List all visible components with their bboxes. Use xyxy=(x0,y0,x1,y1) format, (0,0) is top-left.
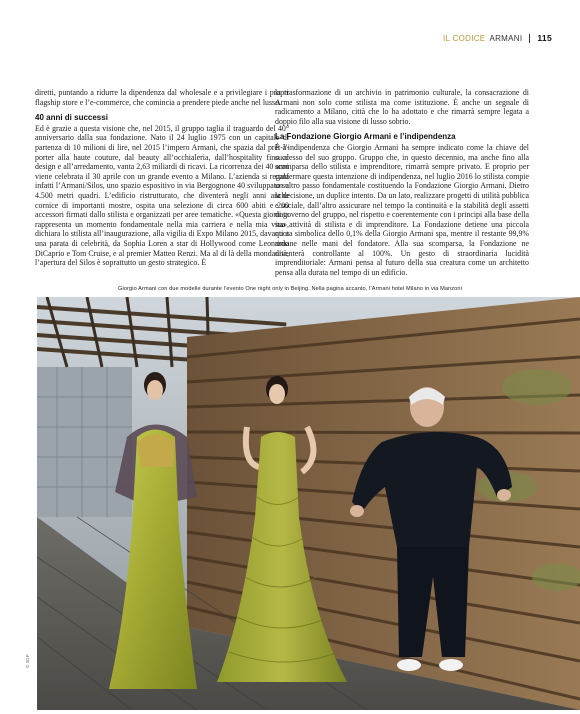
right-intro-paragraph: la trasformazione di un archivio in patrimonio culturale, la consacrazione di Armani non solo come stilista ma come istituzione. È anche un segnale di radicamento a Milano, città che lo ha adottato e che rimarrà sempre legata a doppio filo alla sua visione di lusso sobrio. xyxy=(275,88,529,126)
page-number: 115 xyxy=(537,33,552,43)
magazine-brand: ARMANI xyxy=(489,33,523,43)
photo-caption: Giorgio Armani con due modelle durante l’evento One night only in Beijing. Nella pagina accanto, l’Armani hotel Milano in via Manzoni xyxy=(118,286,462,292)
left-body-paragraph: Ed è grazie a questa visione che, nel 2015, il gruppo taglia il traguardo del 40° anniversario dalla sua fondazione. Nato il 24 luglio 1975 con un capitale di partenza di 10 milioni di lire, nel 2015 l’impero Armani, che spazia dal prêt-à-porter alla haute couture, dal beauty all’occhialeria, dall’hospitality fino al design e all’arredamento, vanta 2,63 miliardi di ricavi. La ricorrenza dei 40 anni viene celebrata il 30 aprile con un grande evento a Milano. L’azienda si regala infatti l’Armani/Silos, uno spazio espositivo in via Bergognone 40 sviluppato su 4.500 metri quadri. L’edificio ristrutturato, che diventerà negli anni anche cornice di importanti mostre, ospita una selezione di circa 600 abiti e 200 accessori firmati dallo stilista e organizzati per aree tematiche. «Questa giornata rappresenta un momento fondamentale nella mia carriera e nella mia vita», dichiara lo stilista all’inaugurazione, alla vigilia di Expo Milano 2015, davanti a una parata di celebrità, da Sophia Loren a star di Hollywood come Leonardo DiCaprio e Tom Cruise, e al premier Matteo Renzi. Ma al di là della mondanità, l’apertura del Silos è soprattutto un gesto strategico. È xyxy=(35,123,289,268)
right-body-paragraph: È l’indipendenza che Giorgio Armani ha sempre indicato come la chiave del successo del suo gruppo. Gruppo che, in questo decennio, ma anche fino alla scomparsa dello stilista e imprenditore, rimarrà sempre privato. E proprio per confermare questa intenzione di indipendenza, nel luglio 2016 lo stilista compie un altro passo fondamentale costituendo la Fondazione Giorgio Armani. Dietro la decisione, un duplice intento. Da un lato, realizzare progetti di utilità pubblica e sociale, dall’altro assicurare nel tempo la continuità e la stabilità degli assetti di governo del gruppo, nel rispetto e coerentemente con i principi alla base della sua attività di stilista e di imprenditore. La Fondazione detiene una piccola quota simbolica dello 0,1% della Giorgio Armani spa, mentre il restante 99,9% rimane nelle mani del fondatore. Alla sua scomparsa, la Fondazione ne diventerà controllante al 100%. Un gesto di straordinaria lucidità imprenditoriale: Armani pensa al futuro della sua creatura come un architetto pensa alla durata nel tempo di un edificio. xyxy=(275,142,529,277)
header-divider xyxy=(529,34,530,43)
article-column-left xyxy=(35,88,289,268)
section-title: IL CODICE xyxy=(443,33,486,43)
running-head xyxy=(443,33,552,43)
photo-credit: © 3GP xyxy=(25,654,30,668)
subhead-fondazione: La Fondazione Giorgio Armani e l’indipendenza xyxy=(275,132,456,142)
article-column-right xyxy=(275,88,529,277)
subhead-40-anni: 40 anni di successi xyxy=(35,113,108,123)
left-intro-paragraph: diretti, puntando a ridurre la dipendenza dal wholesale e a privilegiare i propri flagship store e l’e-commerce, che comincia a prendere piede anche nel lusso. xyxy=(35,88,289,107)
event-photo xyxy=(37,297,580,710)
